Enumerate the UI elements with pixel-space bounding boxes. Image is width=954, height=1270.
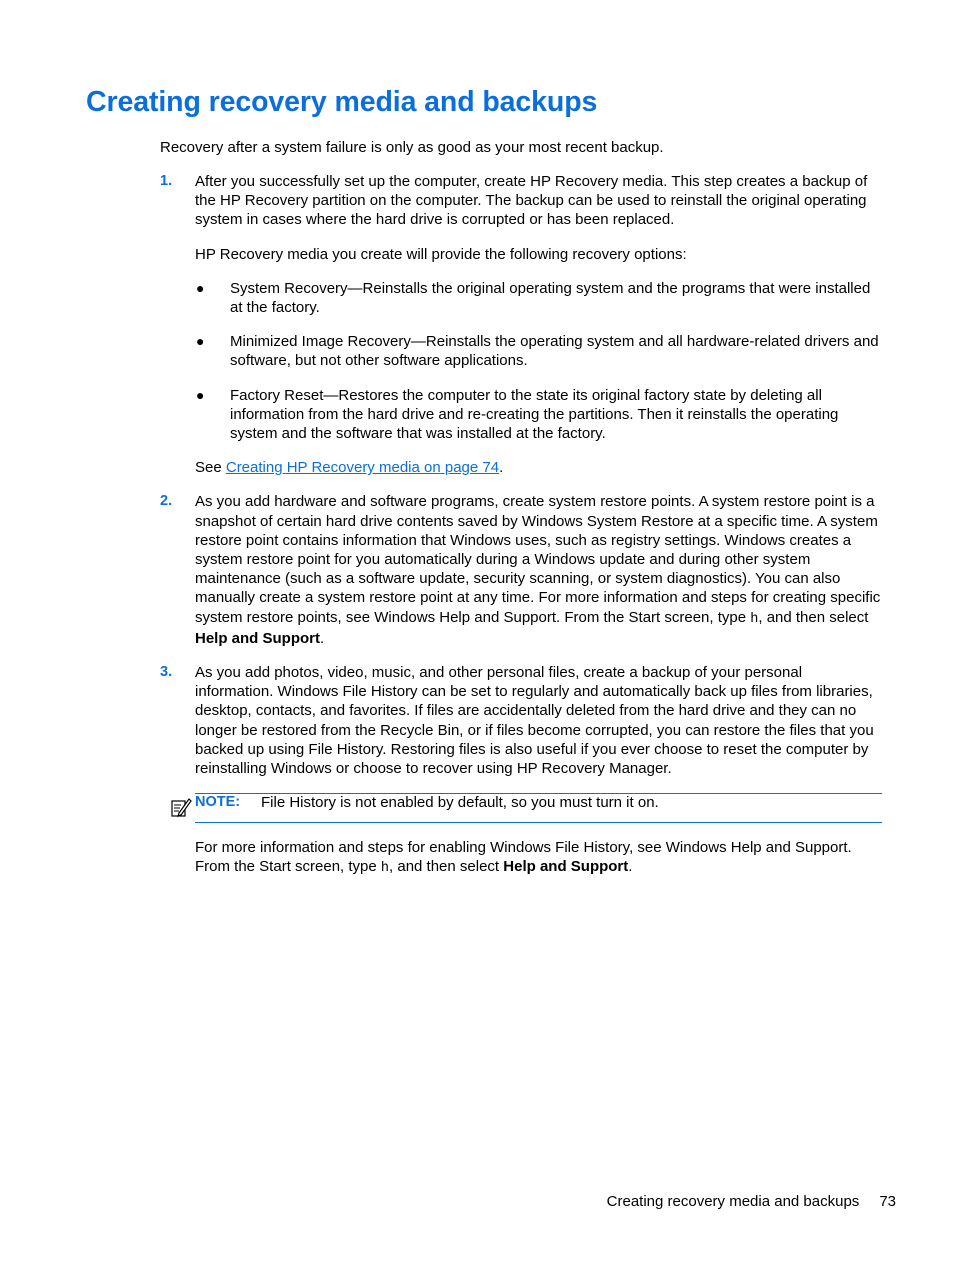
see-suffix: . [499, 459, 504, 477]
more-info-after: , and then select [389, 858, 504, 876]
list-item [195, 279, 882, 317]
note-label: NOTE: [195, 794, 241, 811]
key-h: h [380, 861, 390, 877]
step-text-end: . [320, 629, 325, 647]
list-item-text: Factory Reset—Restores the computer to the state its original factory state by deleting all information from the hard drive and re-creating the partitions. Then it reinstalls the operating system and the software that was installed at the factory. [230, 386, 839, 443]
step-text [195, 492, 882, 648]
page-number: 73 [879, 1193, 896, 1210]
page-title: Creating recovery media and backups [86, 86, 598, 118]
see-also [195, 458, 882, 477]
see-prefix: See [195, 459, 226, 477]
step-number: 1. [160, 173, 173, 189]
step-number: 2. [160, 493, 173, 510]
step-number: 3. [160, 664, 173, 681]
step-3 [160, 663, 882, 879]
note-box [195, 793, 882, 823]
step-text-body: As you add hardware and software programs, create system restore points. A system restore point is a snapshot of certain hard drive contents saved by Windows System Restore at a specific time. A system restore point contains information that Windows uses, such as registry settings. Windows creates a system restore point for you automatically during a Windows update and during other system maintenance (such as a software update, security scanning, or system diagnostics). You can also manually create a system restore point at any time. For more information and steps for creating specific system restore points, see Windows Help and Support. From the Start screen, type [195, 493, 881, 626]
list-item-text: Minimized Image Recovery—Reinstalls the operating system and all hardware-related drivers and software, but not other software applications. [230, 333, 879, 370]
footer-section-title: Creating recovery media and backups [606, 1193, 860, 1210]
step-text-after: , and then select [758, 608, 869, 626]
note-pencil-icon [170, 796, 192, 818]
bullet-icon: ● [196, 279, 205, 296]
note-text: File History is not enabled by default, so you must turn it on. [261, 794, 659, 812]
step-text: As you add photos, video, music, and other personal files, create a backup of your personal information. Windows File History can be set to regularly and automatically back up files from libraries, desktop, contacts, and favorites. If files are accidentally deleted from the hard drive and they can no longer be restored from the Recycle Bin, or if files become corrupted, you can restore the files that you backed up using File History. Restoring files is also useful if you ever choose to reset the computer by reinstalling Windows or choose to recover using HP Recovery Manager. [195, 664, 874, 778]
page-footer [607, 1192, 896, 1211]
bullet-icon: ● [196, 386, 205, 403]
more-info-end: . [628, 858, 633, 876]
help-and-support-label: Help and Support [503, 858, 629, 876]
more-info [195, 838, 882, 878]
bullet-icon: ● [196, 333, 205, 350]
step-2 [160, 492, 882, 648]
help-and-support-label: Help and Support [195, 629, 320, 647]
step-text: After you successfully set up the computer, create HP Recovery media. This step creates a backup of the HP Recovery partition on the computer. The backup can be used to reinstall the original operating system in cases where the hard drive is corrupted or has been replaced. [195, 173, 868, 229]
intro-paragraph: Recovery after a system failure is only as good as your most recent backup. [160, 139, 664, 156]
key-h: h [750, 611, 759, 627]
list-item [195, 386, 882, 444]
see-also-link[interactable]: Creating HP Recovery media on page 74 [225, 459, 500, 477]
steps-list [160, 172, 882, 894]
list-item-text: System Recovery—Reinstalls the original operating system and the programs that were installed at the factory. [230, 279, 871, 317]
more-info-body: For more information and steps for enabling Windows File History, see Windows Help and Support. From the Start screen, type [195, 839, 852, 876]
recovery-options-list [195, 279, 882, 443]
options-intro: HP Recovery media you create will provide the following recovery options: [195, 245, 687, 263]
step-1 [160, 172, 882, 477]
list-item [195, 332, 882, 370]
